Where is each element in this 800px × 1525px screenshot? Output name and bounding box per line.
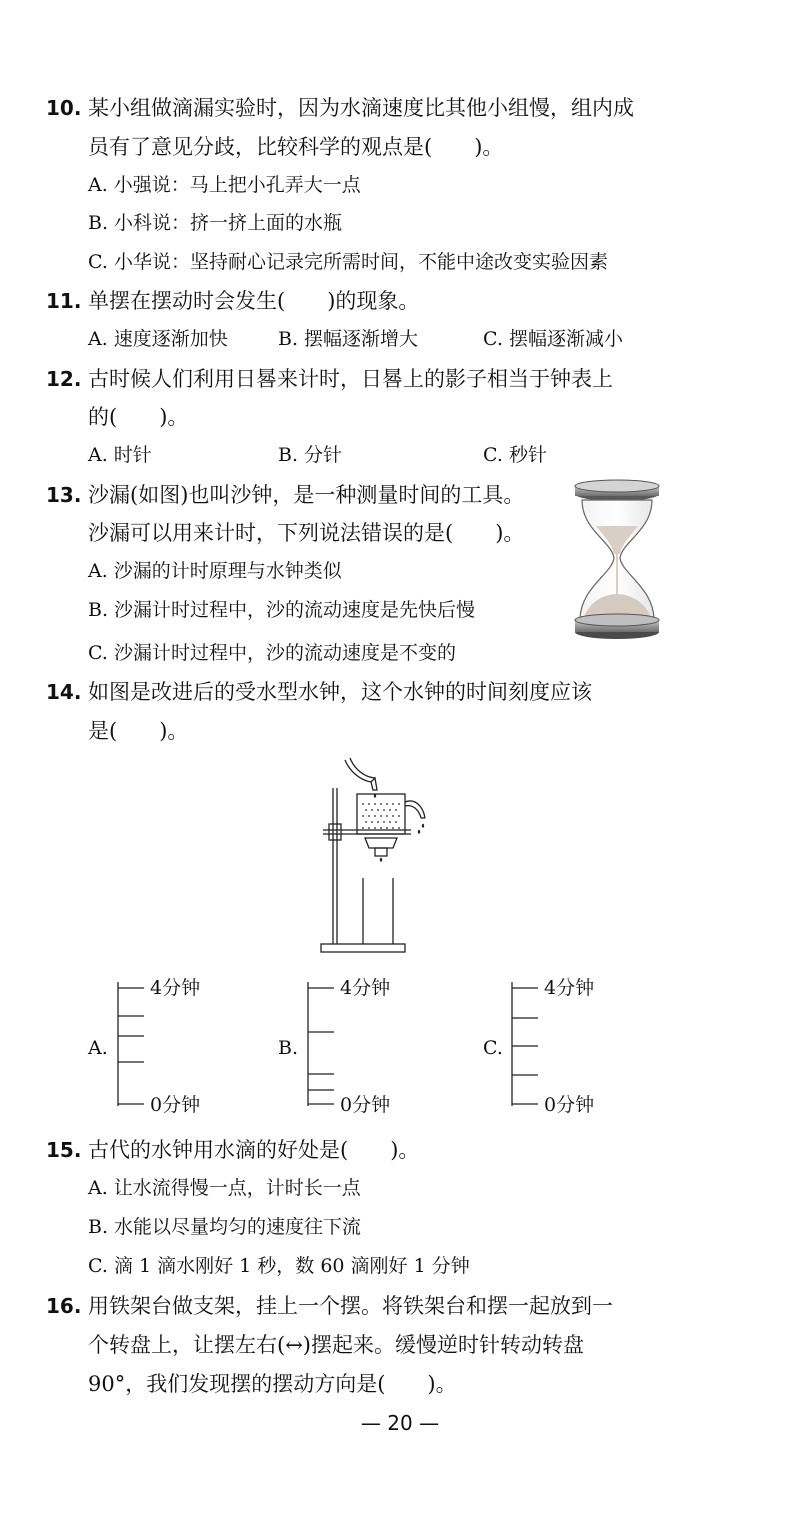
scale-bottom-label: 0分钟 bbox=[544, 1094, 595, 1116]
scale-bottom-label: 0分钟 bbox=[340, 1094, 391, 1116]
option-c[interactable]: C. 秒针 bbox=[483, 444, 547, 466]
option-b[interactable]: B. 分针 bbox=[278, 444, 343, 466]
question-text: 如图是改进后的受水型水钟，这个水钟的时间刻度应该 bbox=[88, 680, 592, 704]
question-number: 13. bbox=[46, 483, 82, 507]
question-text: 个转盘上，让摆左右(↔)摆起来。缓慢逆时针转动转盘 bbox=[88, 1333, 584, 1357]
question-text: 的( )。 bbox=[88, 405, 189, 429]
option-a[interactable]: A. 小强说：马上把小孔弄大一点 bbox=[88, 174, 361, 196]
scale-option-letter[interactable]: A. bbox=[88, 1037, 108, 1059]
question-number: 16. bbox=[46, 1294, 82, 1318]
question-number: 12. bbox=[46, 367, 82, 391]
option-c[interactable]: C. 摆幅逐渐减小 bbox=[483, 328, 623, 350]
scale-top-label: 4分钟 bbox=[544, 977, 595, 999]
question-text: 某小组做滴漏实验时，因为水滴速度比其他小组慢，组内成 bbox=[88, 96, 634, 120]
option-b[interactable]: B. 水能以尽量均匀的速度往下流 bbox=[88, 1216, 362, 1238]
question-text: 古时候人们利用日晷来计时，日晷上的影子相当于钟表上 bbox=[88, 367, 613, 391]
option-c[interactable]: C. 沙漏计时过程中，沙的流动速度是不变的 bbox=[88, 642, 456, 664]
question-text: 是( )。 bbox=[88, 719, 189, 743]
question-text: 用铁架台做支架，挂上一个摆。将铁架台和摆一起放到一 bbox=[88, 1294, 613, 1318]
option-c[interactable]: C. 滴 1 滴水刚好 1 秒，数 60 滴刚好 1 分钟 bbox=[88, 1255, 470, 1277]
option-a[interactable]: A. 速度逐渐加快 bbox=[88, 328, 228, 350]
option-b[interactable]: B. 摆幅逐渐增大 bbox=[278, 328, 419, 350]
scale-b-diagram bbox=[304, 978, 344, 1110]
option-a[interactable]: A. 让水流得慢一点，计时长一点 bbox=[88, 1177, 361, 1199]
scale-a-diagram bbox=[114, 978, 154, 1110]
water-clock-apparatus bbox=[315, 758, 435, 958]
scale-top-label: 4分钟 bbox=[340, 977, 391, 999]
scale-option-letter[interactable]: B. bbox=[278, 1037, 299, 1059]
question-number: 11. bbox=[46, 289, 82, 313]
question-text: 90°，我们发现摆的摆动方向是( )。 bbox=[88, 1372, 457, 1396]
question-number: 14. bbox=[46, 680, 82, 704]
question-text: 员有了意见分歧，比较科学的观点是( )。 bbox=[88, 135, 504, 159]
question-text: 沙漏可以用来计时，下列说法错误的是( )。 bbox=[88, 521, 525, 545]
option-a[interactable]: A. 沙漏的计时原理与水钟类似 bbox=[88, 560, 342, 582]
option-b[interactable]: B. 沙漏计时过程中，沙的流动速度是先快后慢 bbox=[88, 599, 476, 621]
scale-bottom-label: 0分钟 bbox=[150, 1094, 201, 1116]
option-a[interactable]: A. 时针 bbox=[88, 444, 152, 466]
scale-top-label: 4分钟 bbox=[150, 977, 201, 999]
option-b[interactable]: B. 小科说：挤一挤上面的水瓶 bbox=[88, 212, 343, 234]
question-text: 沙漏(如图)也叫沙钟，是一种测量时间的工具。 bbox=[88, 483, 525, 507]
page-number: — 20 — bbox=[360, 1411, 440, 1435]
question-text: 古代的水钟用水滴的好处是( )。 bbox=[88, 1138, 420, 1162]
question-number: 15. bbox=[46, 1138, 82, 1162]
question-number: 10. bbox=[46, 96, 82, 120]
question-text: 单摆在摆动时会发生( )的现象。 bbox=[88, 289, 420, 313]
hourglass-icon bbox=[574, 480, 664, 650]
scale-option-letter[interactable]: C. bbox=[483, 1037, 503, 1059]
scale-c-diagram bbox=[508, 978, 548, 1110]
option-c[interactable]: C. 小华说：坚持耐心记录完所需时间，不能中途改变实验因素 bbox=[88, 251, 608, 273]
